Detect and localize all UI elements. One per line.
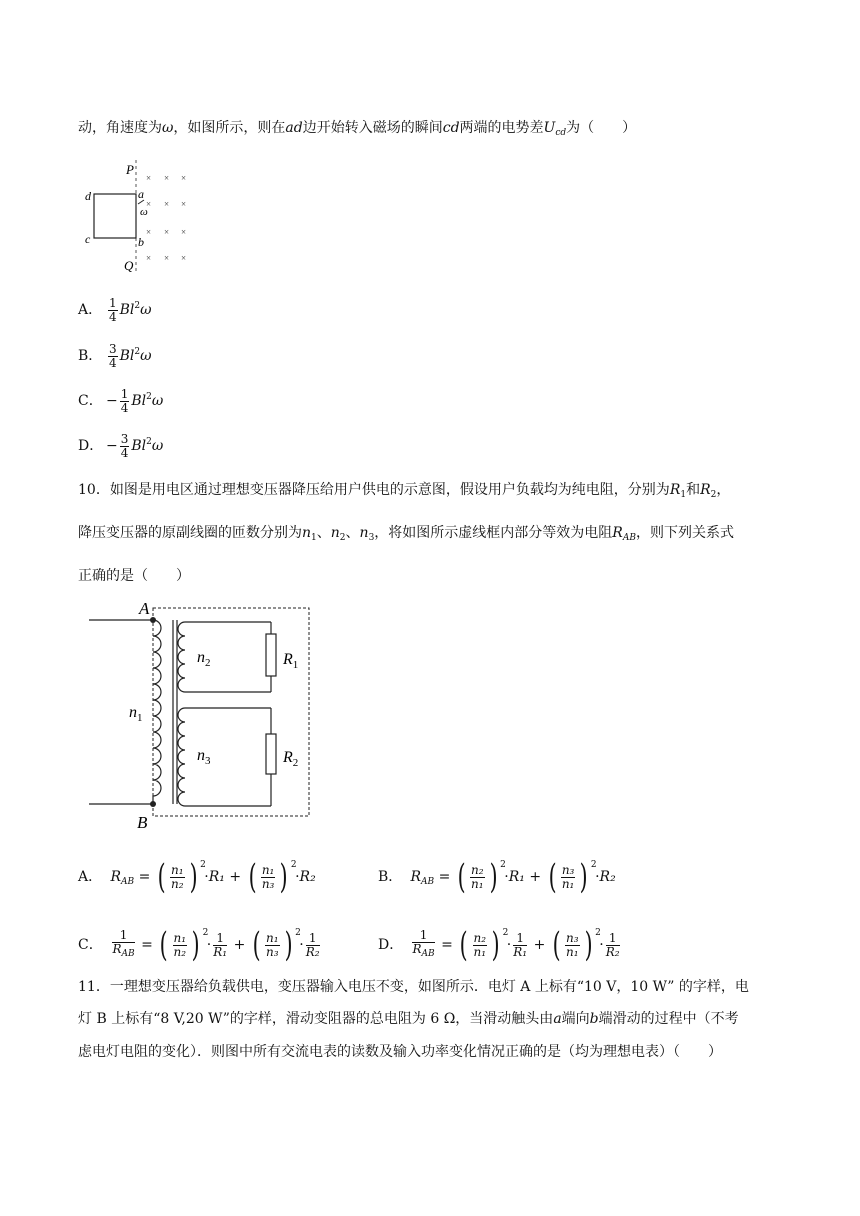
resistor-r1 <box>266 634 276 676</box>
resistor-r2 <box>266 734 276 774</box>
svg-text:×: × <box>146 199 152 209</box>
svg-text:×: × <box>164 199 170 209</box>
svg-text:×: × <box>164 227 170 237</box>
secondary-coil-2 <box>178 708 185 806</box>
label-n2: $n_2$ <box>197 649 211 669</box>
svg-text:×: × <box>146 227 152 237</box>
q9-figure <box>80 158 200 276</box>
svg-text:×: × <box>181 173 187 183</box>
label-d: d <box>85 189 91 203</box>
secondary-coil-1 <box>178 622 185 692</box>
equivalent-box <box>153 608 309 816</box>
q10-option-d[interactable]: D． $\frac{1}{R_{AB}}$ = ( $\frac{\text{n₂}}{\text{n₁}}$ ) 2 · $\frac{1}{\text{R₁}}$ + ( $\frac{\text{n₃}}{\text{n₁}}$ ) 2 · $\frac{1}{\text{R₂}}$ <box>378 925 620 965</box>
svg-text:×: × <box>181 253 187 263</box>
q10-option-c[interactable]: C． $\frac{1}{R_{AB}}$ = ( $\frac{\text{n₁}}{\text{n₂}}$ ) 2 · $\frac{1}{\text{R₁}}$ + ( $\frac{\text{n₁}}{\text{n₃}}$ ) 2 · $\frac{1}{\text{R₂}}$ <box>78 925 320 965</box>
q9-option-c[interactable]: C． − $\frac{1}{4}$ Bl$^2$ω <box>78 386 164 415</box>
q9-option-a[interactable]: A． $\frac{1}{4}$ Bl$^2$ω <box>78 295 152 324</box>
coil-frame <box>94 194 136 238</box>
q11-stem-line1: 11．一理想变压器给负载供电，变压器输入电压不变，如图所示．电灯 A 上标有“10 V，10 W” 的字样，电 <box>78 979 749 995</box>
svg-text:×: × <box>164 173 170 183</box>
svg-text:×: × <box>164 253 170 263</box>
q9-option-b[interactable]: B． $\frac{3}{4}$ Bl$^2$ω <box>78 341 152 370</box>
label-q: Q <box>124 258 134 273</box>
magnetic-field-crosses <box>146 173 186 263</box>
q10-option-a[interactable]: A． $R_{AB}$ = ( $\frac{\text{n₁}}{\text{n₂}}$ ) 2 ·R₁ + ( $\frac{\text{n₁}}{\text{n₃}}$ ) 2 ·R₂ <box>78 857 316 897</box>
svg-text:×: × <box>146 253 152 263</box>
q11-stem-line2: 灯 B 上标有“8 V,20 W”的字样，滑动变阻器的总电阻为 6 Ω，当滑动触头由a端向b端滑动的过程中（不考 <box>78 1011 739 1027</box>
q11-stem-line3: 虑电灯电阻的变化）．则图中所有交流电表的读数及输入功率变化情况正确的是（均为理想电表）（ ） <box>78 1044 722 1060</box>
label-n1: $n_1$ <box>129 704 143 724</box>
label-b: B <box>137 813 148 832</box>
q10-transformer-figure <box>85 594 325 834</box>
q9-stem: 动，角速度为ω，如图所示，则在ad边开始转入磁场的瞬间cd两端的电势差$U_{cd}$为（ ） <box>78 120 637 138</box>
label-r1: $R_1$ <box>283 651 299 671</box>
q10-stem-line3: 正确的是（ ） <box>78 568 190 584</box>
primary-coil <box>153 620 161 804</box>
q10-stem-line1: 10．如图是用电区通过理想变压器降压给用户供电的示意图，假设用户负载均为纯电阻，分别为$R_1$和$R_2$， <box>78 482 731 500</box>
q9-option-d[interactable]: D． − $\frac{3}{4}$ Bl$^2$ω <box>78 431 164 460</box>
label-omega: ω <box>140 206 148 218</box>
svg-text:×: × <box>181 199 187 209</box>
label-c: c <box>85 232 91 246</box>
label-p: P <box>126 162 134 177</box>
label-b: b <box>138 235 144 249</box>
label-n3: $n_3$ <box>197 747 211 767</box>
q10-stem-line2: 降压变压器的原副线圈的匝数分别为$n_1$、$n_2$、$n_3$，将如图所示虚线框内部分等效为电阻$R_{AB}$，则下列关系式 <box>78 525 734 543</box>
q10-option-b[interactable]: B． $R_{AB}$ = ( $\frac{\text{n₂}}{\text{n₁}}$ ) 2 ·R₁ + ( $\frac{\text{n₃}}{\text{n₁}}$ ) 2 ·R₂ <box>378 857 616 897</box>
label-a: a <box>138 187 144 201</box>
svg-text:×: × <box>181 227 187 237</box>
label-r2: $R_2$ <box>283 749 299 769</box>
label-a: A <box>139 599 150 618</box>
svg-text:×: × <box>146 173 152 183</box>
